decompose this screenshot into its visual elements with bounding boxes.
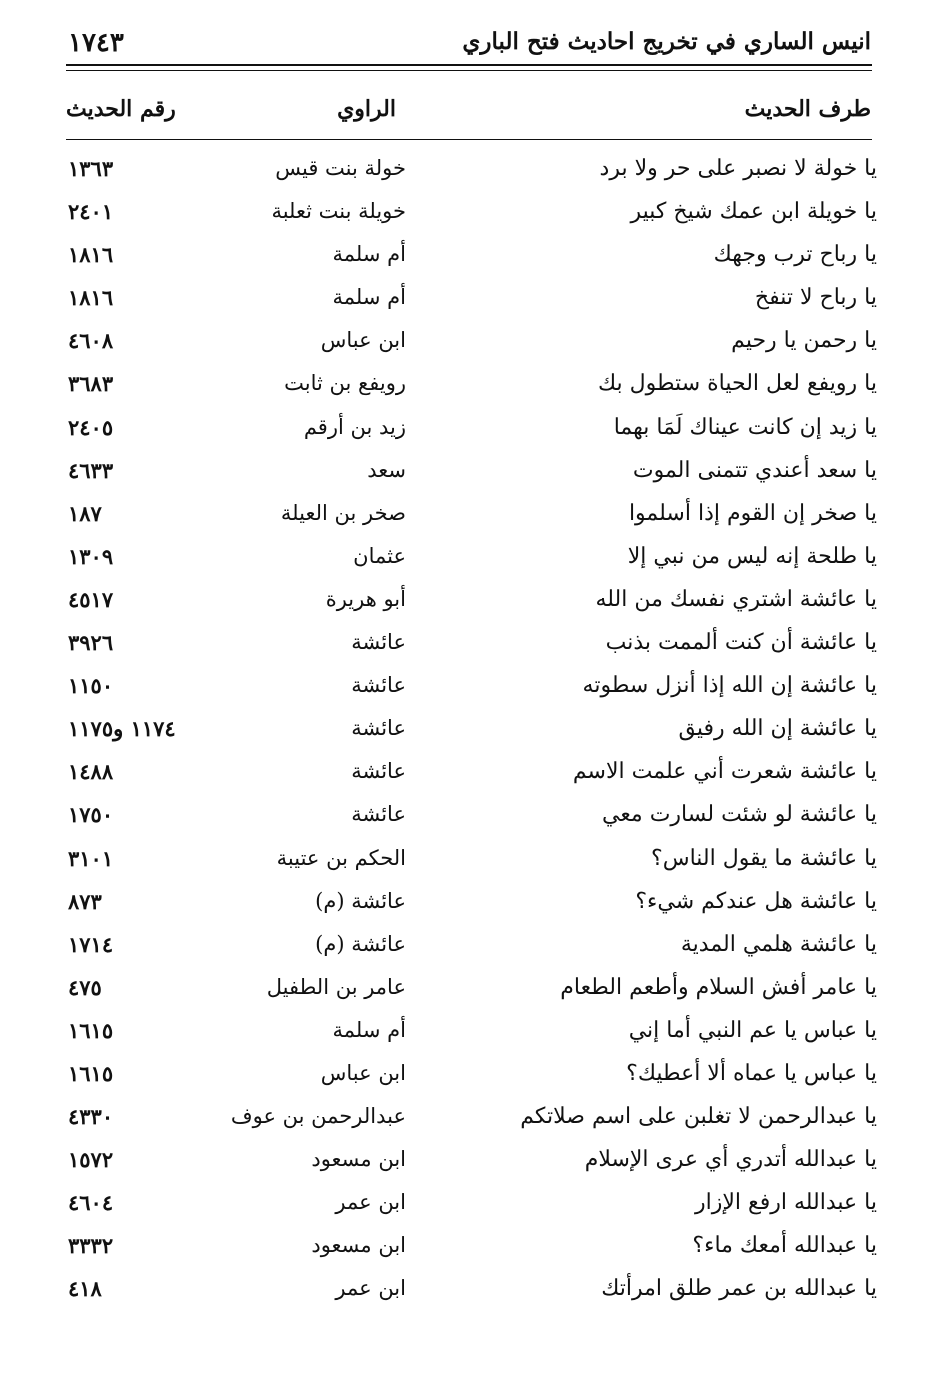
hadith-number-cell: ٤٦٣٣	[68, 457, 114, 483]
hadith-cell: يا عبدالله ارفع الإزار	[695, 1190, 877, 1216]
hadith-cell: يا عباس يا عم النبي أما إني	[628, 1017, 877, 1043]
narrator-cell: ابن مسعود	[311, 1233, 406, 1258]
table-row	[0, 1098, 943, 1141]
table-row	[0, 1227, 943, 1270]
narrator-cell: عائشة	[351, 759, 406, 784]
hadith-cell: يا عبدالله أتدري أي عرى الإسلام	[584, 1147, 877, 1173]
hadith-number-cell: ٤٣٣٠	[68, 1104, 114, 1130]
narrator-cell: عائشة	[351, 716, 406, 741]
narrator-cell: خولة بنت قيس	[275, 156, 406, 180]
hadith-number-cell: ١٥٧٢	[68, 1147, 114, 1173]
table-row	[0, 1012, 943, 1055]
hadith-number-cell: ١٨١٦	[68, 242, 114, 268]
table-row	[0, 969, 943, 1012]
column-header-hadith: طرف الحديث	[744, 96, 871, 122]
narrator-cell: عثمان	[353, 543, 406, 568]
narrator-cell: ابن عباس	[320, 1060, 406, 1085]
narrator-cell: أم سلمة	[332, 285, 406, 310]
table-row	[0, 495, 943, 538]
hadith-number-cell: ١٨١٦	[68, 285, 114, 311]
narrator-cell: رويفع بن ثابت	[284, 371, 406, 396]
hadith-number-cell: ١٤٨٨	[68, 759, 114, 785]
hadith-cell: يا خولة لا نصبر على حر ولا برد	[599, 156, 877, 181]
table-row	[0, 150, 943, 193]
table-row	[0, 452, 943, 495]
table-row	[0, 1270, 943, 1313]
hadith-cell: يا عباس يا عماه ألا أعطيك؟	[626, 1060, 877, 1086]
narrator-cell: ابن عباس	[320, 328, 406, 353]
hadith-number-cell: ٣٦٨٣	[68, 371, 114, 397]
hadith-number-cell: ٤٦٠٤	[68, 1190, 114, 1216]
hadith-number-cell: ١٧٥٠	[68, 802, 114, 828]
narrator-cell: عائشة	[351, 673, 406, 698]
table-row	[0, 365, 943, 408]
hadith-number-cell: ١١٧٤ و١١٧٥	[68, 716, 176, 742]
narrator-cell: ابن عمر	[335, 1190, 406, 1215]
table-row	[0, 624, 943, 667]
hadith-cell: يا رحمن يا رحيم	[731, 328, 877, 354]
hadith-index-table	[0, 150, 943, 1314]
hadith-number-cell: ٣٣٣٢	[68, 1233, 114, 1259]
table-row	[0, 322, 943, 365]
hadith-cell: يا عائشة شعرت أني علمت الاسم	[572, 759, 877, 785]
hadith-cell: يا عائشة اشتري نفسك من الله	[595, 586, 877, 612]
hadith-number-cell: ٤٥١٧	[68, 586, 114, 612]
hadith-number-cell: ٤٧٥	[68, 974, 102, 1000]
running-title: انيس الساري في تخريج احاديث فتح الباري	[462, 28, 871, 55]
hadith-cell: يا عائشة إن الله رفيق	[678, 716, 877, 742]
hadith-cell: يا زيد إن كانت عيناك لَمَا بهما	[613, 414, 877, 440]
narrator-cell: الحكم بن عتيبة	[276, 845, 406, 870]
hadith-number-cell: ٣٩٢٦	[68, 630, 114, 656]
hadith-number-cell: ٣١٠١	[68, 845, 114, 871]
hadith-cell: يا خويلة ابن عمك شيخ كبير	[630, 199, 877, 225]
hadith-number-cell: ١٣٠٩	[68, 543, 114, 569]
hadith-number-cell: ٨٧٣	[68, 888, 102, 914]
page-number: ١٧٤٣	[68, 28, 124, 58]
hadith-number-cell: ٢٤٠٥	[68, 414, 114, 440]
hadith-number-cell: ١٨٧	[68, 500, 102, 526]
narrator-cell: أم سلمة	[332, 242, 406, 267]
hadith-cell: يا عائشة إن الله إذا أنزل سطوته	[582, 673, 877, 699]
hadith-cell: يا عائشة أن كنت ألممت بذنب	[605, 630, 877, 656]
hadith-number-cell: ١٣٦٣	[68, 156, 114, 181]
hadith-cell: يا عبدالله أمعك ماء؟	[692, 1233, 877, 1259]
narrator-cell: سعد	[367, 457, 406, 482]
table-row	[0, 193, 943, 236]
hadith-cell: يا سعد أعندي تتمنى الموت	[632, 457, 877, 483]
hadith-number-cell: ١١٥٠	[68, 673, 114, 699]
table-row	[0, 1184, 943, 1227]
table-row	[0, 279, 943, 322]
narrator-cell: عائشة	[351, 802, 406, 827]
hadith-cell: يا عبدالرحمن لا تغلبن على اسم صلاتكم	[520, 1104, 877, 1130]
narrator-cell: عائشة	[351, 630, 406, 655]
hadith-cell: يا عبدالله بن عمر طلق امرأتك	[601, 1276, 877, 1302]
table-row	[0, 926, 943, 969]
table-row	[0, 883, 943, 926]
hadith-cell: يا رويفع لعل الحياة ستطول بك	[598, 371, 877, 397]
hadith-cell: يا طلحة إنه ليس من نبي إلا	[627, 543, 877, 569]
hadith-cell: يا عائشة هلمي المدية	[680, 931, 877, 957]
table-row	[0, 236, 943, 279]
table-row	[0, 409, 943, 452]
table-row	[0, 538, 943, 581]
hadith-cell: يا صخر إن القوم إذا أسلموا	[628, 500, 877, 526]
narrator-cell: عبدالرحمن بن عوف	[230, 1104, 406, 1129]
hadith-cell: يا رباح ترب وجهك	[713, 242, 877, 268]
column-header-narrator: الراوي	[337, 96, 396, 122]
hadith-cell: يا عائشة هل عندكم شيء؟	[635, 888, 877, 914]
table-row	[0, 1141, 943, 1184]
column-header-number: رقم الحديث	[66, 96, 176, 122]
narrator-cell: عائشة (م)	[315, 888, 406, 913]
table-row	[0, 1055, 943, 1098]
hadith-cell: يا عامر أفش السلام وأطعم الطعام	[560, 974, 877, 1000]
narrator-cell: خويلة بنت ثعلبة	[271, 199, 406, 224]
hadith-cell: يا رباح لا تنفخ	[754, 285, 877, 311]
hadith-cell: يا عائشة لو شئت لسارت معي	[601, 802, 877, 828]
hadith-number-cell: ٤١٨	[68, 1276, 102, 1302]
narrator-cell: زيد بن أرقم	[303, 414, 406, 439]
narrator-cell: صخر بن العيلة	[280, 500, 406, 525]
table-row	[0, 710, 943, 753]
narrator-cell: أم سلمة	[332, 1017, 406, 1042]
hadith-number-cell: ١٦١٥	[68, 1017, 114, 1043]
table-row	[0, 667, 943, 710]
narrator-cell: ابن مسعود	[311, 1147, 406, 1172]
narrator-cell: عائشة (م)	[315, 931, 406, 956]
narrator-cell: ابن عمر	[335, 1276, 406, 1301]
table-row	[0, 753, 943, 796]
narrator-cell: عامر بن الطفيل	[266, 974, 406, 999]
column-header-rule	[66, 139, 872, 140]
table-row	[0, 581, 943, 624]
hadith-number-cell: ١٦١٥	[68, 1060, 114, 1086]
header-rule	[66, 64, 872, 71]
hadith-number-cell: ١٧١٤	[68, 931, 114, 957]
hadith-cell: يا عائشة ما يقول الناس؟	[651, 845, 877, 871]
table-row	[0, 796, 943, 839]
narrator-cell: أبو هريرة	[325, 586, 406, 611]
table-row	[0, 840, 943, 883]
hadith-number-cell: ٤٦٠٨	[68, 328, 114, 354]
hadith-number-cell: ٢٤٠١	[68, 199, 114, 225]
